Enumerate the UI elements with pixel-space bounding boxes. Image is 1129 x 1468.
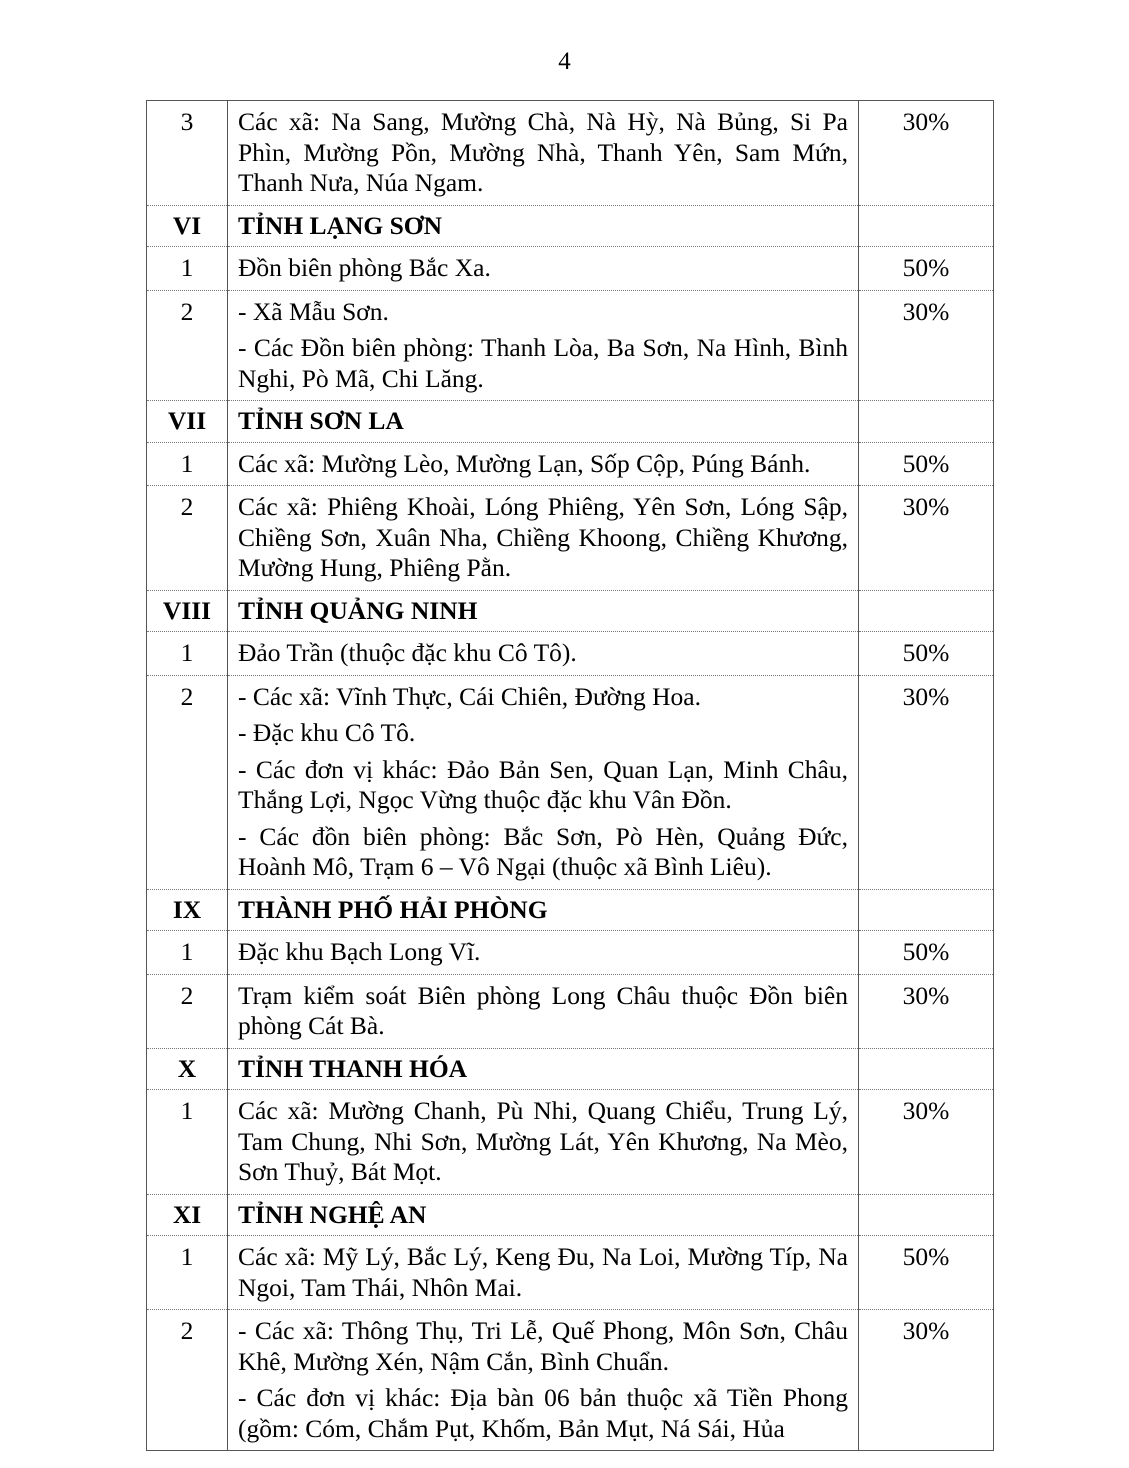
allowance-rate: 50% bbox=[859, 247, 994, 291]
content-line: - Các đơn vị khác: Đảo Bản Sen, Quan Lạn, Minh Châu, Thắng Lợi, Ngọc Vừng thuộc đặc khu Vân Đồn. bbox=[238, 754, 848, 814]
allowance-rate: 30% bbox=[859, 1310, 994, 1451]
table-row bbox=[147, 675, 994, 889]
allowance-rate-table bbox=[146, 100, 994, 1451]
allowance-rate: 50% bbox=[859, 931, 994, 975]
item-number: 1 bbox=[147, 931, 228, 975]
rate-cell-empty bbox=[859, 1048, 994, 1090]
table-row bbox=[147, 974, 994, 1048]
item-description bbox=[228, 247, 859, 291]
section-row bbox=[147, 1048, 994, 1090]
section-number: X bbox=[147, 1048, 228, 1090]
content-line: Các xã: Na Sang, Mường Chà, Nà Hỳ, Nà Bủng, Si Pa Phìn, Mường Pồn, Mường Nhà, Thanh Yên, Sam Mứn, Thanh Nưa, Núa Ngam. bbox=[238, 107, 848, 197]
rate-cell-empty bbox=[859, 590, 994, 632]
table-body bbox=[147, 101, 994, 1451]
section-title: TỈNH THANH HÓA bbox=[228, 1048, 859, 1090]
item-description bbox=[228, 974, 859, 1048]
section-number: XI bbox=[147, 1194, 228, 1236]
item-number: 1 bbox=[147, 632, 228, 676]
item-number: 1 bbox=[147, 1090, 228, 1195]
allowance-rate: 50% bbox=[859, 1236, 994, 1310]
item-description bbox=[228, 1236, 859, 1310]
section-row bbox=[147, 889, 994, 931]
allowance-rate: 30% bbox=[859, 290, 994, 401]
content-line: Đồn biên phòng Bắc Xa. bbox=[238, 253, 491, 282]
content-line: - Các Đồn biên phòng: Thanh Lòa, Ba Sơn, Na Hình, Bình Nghi, Pò Mã, Chi Lăng. bbox=[238, 333, 848, 393]
section-number: VII bbox=[147, 401, 228, 443]
section-title: THÀNH PHỐ HẢI PHÒNG bbox=[228, 889, 859, 931]
item-number: 2 bbox=[147, 486, 228, 591]
table-row bbox=[147, 442, 994, 486]
item-number: 2 bbox=[147, 675, 228, 889]
item-number: 2 bbox=[147, 1310, 228, 1451]
table-row bbox=[147, 290, 994, 401]
table-row bbox=[147, 1090, 994, 1195]
allowance-rate: 30% bbox=[859, 486, 994, 591]
section-row bbox=[147, 205, 994, 247]
content-line: Các xã: Phiêng Khoài, Lóng Phiêng, Yên Sơn, Lóng Sập, Chiềng Sơn, Xuân Nha, Chiềng Khoong, Chiềng Khương, Mường Hung, Phiêng Pằn. bbox=[238, 492, 848, 582]
table-row bbox=[147, 1236, 994, 1310]
section-title: TỈNH LẠNG SƠN bbox=[228, 205, 859, 247]
allowance-rate: 50% bbox=[859, 442, 994, 486]
item-number: 2 bbox=[147, 974, 228, 1048]
item-description bbox=[228, 1090, 859, 1195]
section-row bbox=[147, 1194, 994, 1236]
content-line: Đảo Trần (thuộc đặc khu Cô Tô). bbox=[238, 638, 577, 667]
item-description bbox=[228, 632, 859, 676]
section-title: TỈNH QUẢNG NINH bbox=[228, 590, 859, 632]
item-number: 2 bbox=[147, 290, 228, 401]
table-row bbox=[147, 101, 994, 206]
rate-cell-empty bbox=[859, 1194, 994, 1236]
item-description bbox=[228, 442, 859, 486]
allowance-rate: 30% bbox=[859, 974, 994, 1048]
section-row bbox=[147, 590, 994, 632]
content-line: Các xã: Mỹ Lý, Bắc Lý, Keng Đu, Na Loi, Mường Típ, Na Ngoi, Tam Thái, Nhôn Mai. bbox=[238, 1242, 848, 1302]
rate-cell-empty bbox=[859, 205, 994, 247]
rate-cell-empty bbox=[859, 889, 994, 931]
section-number: VIII bbox=[147, 590, 228, 632]
allowance-rate: 30% bbox=[859, 101, 994, 206]
section-title: TỈNH SƠN LA bbox=[228, 401, 859, 443]
content-line: Các xã: Mường Chanh, Pù Nhi, Quang Chiểu, Trung Lý, Tam Chung, Nhi Sơn, Mường Lát, Yên Khương, Na Mèo, Sơn Thuỷ, Bát Mọt. bbox=[238, 1096, 848, 1186]
item-number: 1 bbox=[147, 1236, 228, 1310]
page-number: 4 bbox=[558, 48, 571, 75]
table-row bbox=[147, 247, 994, 291]
item-description bbox=[228, 931, 859, 975]
table-row bbox=[147, 931, 994, 975]
content-line: Các xã: Mường Lèo, Mường Lạn, Sốp Cộp, Púng Bánh. bbox=[238, 448, 811, 478]
content-line: - Đặc khu Cô Tô. bbox=[238, 718, 416, 747]
content-line: - Các đơn vị khác: Địa bàn 06 bản thuộc xã Tiền Phong (gồm: Cóm, Chắm Pụt, Khốm, Bản Mụt, Ná Sái, Hủa bbox=[238, 1383, 848, 1443]
content-line: Trạm kiểm soát Biên phòng Long Châu thuộc Đồn biên phòng Cát Bà. bbox=[238, 980, 848, 1040]
content-line: - Các xã: Thông Thụ, Tri Lễ, Quế Phong, Môn Sơn, Châu Khê, Mường Xén, Nậm Cắn, Bình Chuẩn. bbox=[238, 1316, 848, 1376]
allowance-rate: 50% bbox=[859, 632, 994, 676]
item-description bbox=[228, 101, 859, 206]
item-number: 3 bbox=[147, 101, 228, 206]
rate-cell-empty bbox=[859, 401, 994, 443]
content-line: Đặc khu Bạch Long Vĩ. bbox=[238, 937, 481, 966]
allowance-rate: 30% bbox=[859, 675, 994, 889]
section-row bbox=[147, 401, 994, 443]
item-description bbox=[228, 1310, 859, 1451]
item-description bbox=[228, 486, 859, 591]
section-title: TỈNH NGHỆ AN bbox=[228, 1194, 859, 1236]
table-row bbox=[147, 632, 994, 676]
allowance-rate: 30% bbox=[859, 1090, 994, 1195]
item-number: 1 bbox=[147, 442, 228, 486]
item-description bbox=[228, 675, 859, 889]
table-row bbox=[147, 1310, 994, 1451]
table-row bbox=[147, 486, 994, 591]
content-line: - Các đồn biên phòng: Bắc Sơn, Pò Hèn, Quảng Đức, Hoành Mô, Trạm 6 – Vô Ngại (thuộc xã Bình Liêu). bbox=[238, 821, 848, 881]
content-line: - Xã Mẫu Sơn. bbox=[238, 296, 389, 326]
section-number: IX bbox=[147, 889, 228, 931]
item-description bbox=[228, 290, 859, 401]
section-number: VI bbox=[147, 205, 228, 247]
content-line: - Các xã: Vĩnh Thực, Cái Chiên, Đường Hoa. bbox=[238, 681, 701, 711]
item-number: 1 bbox=[147, 247, 228, 291]
